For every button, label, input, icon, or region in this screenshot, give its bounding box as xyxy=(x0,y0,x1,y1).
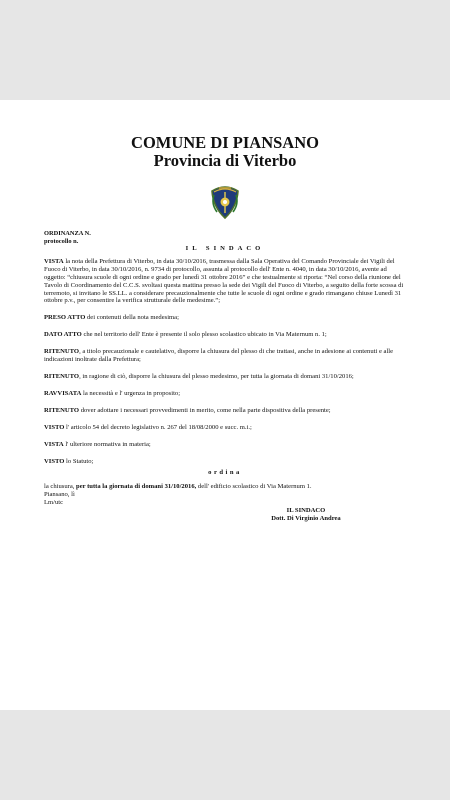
vista-2-text: l' ulteriore normativa in materia; xyxy=(63,440,151,448)
vista-2-label: VISTA xyxy=(44,440,64,448)
paragraph-visto-2 xyxy=(44,458,406,466)
preso-atto-text: dei contenuti della nota medesima; xyxy=(85,314,179,322)
ritenuto-3-label: RITENUTO xyxy=(44,406,80,414)
dato-atto-text: che nel territorio dell' Ente è presente il solo plesso scolastico ubicato in Via Maternum n. 1; xyxy=(81,331,327,339)
protocol-number: protocollo n. xyxy=(44,237,79,245)
ritenuto-2-text: , in ragione di ciò, disporre la chiusura del plesso medesimo, per tutta la giornata di domani 31/10/2016; xyxy=(79,372,354,380)
signature-block xyxy=(256,507,356,523)
ravvisata-text: la necessità e l' urgenza in proposito; xyxy=(81,389,181,397)
place-date: Piansano, lì xyxy=(44,491,75,499)
paragraph-visto-1 xyxy=(44,424,406,432)
paragraph-ritenuto-3 xyxy=(44,407,406,415)
ritenuto-1-label: RITENUTO xyxy=(44,348,80,356)
closing-order xyxy=(44,483,406,491)
document-page xyxy=(0,100,450,710)
signature-name: Dott. Di Virginio Andrea xyxy=(271,515,341,523)
visto-2-text: lo Statuto; xyxy=(64,457,94,465)
paragraph-vista xyxy=(44,258,406,305)
closing-pre-text: la chiusura, xyxy=(44,483,77,491)
preso-atto-label: PRESO ATTO xyxy=(44,314,86,322)
ritenuto-1-text: , a titolo precauzionale e cautelativo, disporre la chiusura del plesso di che trattasi, anche in adesione ai contenuti e alle indicazioni inoltrate dalla Prefettura; xyxy=(44,348,394,364)
dato-atto-label: DATO ATTO xyxy=(44,331,82,339)
ordina-heading: ordina xyxy=(208,469,242,477)
ordinance-header xyxy=(44,230,406,245)
paragraph-dato-atto xyxy=(44,331,406,339)
visto-2-label: VISTO xyxy=(44,457,65,465)
paragraph-preso-atto xyxy=(44,314,406,322)
paragraph-ritenuto-1 xyxy=(44,348,406,364)
issuer-heading: IL SINDACO xyxy=(185,245,265,252)
province-subtitle: Provincia di Viterbo xyxy=(153,151,297,170)
closing-emphasis: per tutta la giornata di domani 31/10/2016, xyxy=(76,483,197,491)
vista-label: VISTA xyxy=(44,257,64,265)
document-content xyxy=(44,134,406,523)
ritenuto-2-label: RITENUTO xyxy=(44,372,80,380)
ravvisata-label: RAVVISATA xyxy=(44,389,82,397)
closing-post-text: dell' edificio scolastico di Via Maternum 1. xyxy=(196,483,312,491)
paragraph-ritenuto-2 xyxy=(44,373,406,381)
ritenuto-3-text: dover adottare i necessari provvedimenti in merito, come nella parte dispositiva della presente; xyxy=(79,406,331,414)
paragraph-vista-2 xyxy=(44,441,406,449)
author-initials: Lm/utc xyxy=(44,499,64,507)
municipality-title: COMUNE DI PIANSANO xyxy=(131,133,319,152)
ordinance-number: ORDINANZA N. xyxy=(44,230,91,237)
visto-1-label: VISTO xyxy=(44,423,65,431)
vista-text: la nota della Prefettura di Viterbo, in data 30/10/2016, trasmessa dalla Sala Operativa del Comando Provinciale dei Vigili del Fuoco di Viterbo, in data 30/10/2016, n. 9734 di protocollo, assunta al protocollo dell' Ente n. 4040, in data 30/10/2016, avente ad oggetto: “chiusura scuole di ogni ordine e grado per lunedì 31 ottobre 2016” e che testualmente si riporta: “Nel corso della riunione del Tavolo di Coordinamento del C.C.S. svoltasi questa mattina presso la sede dei Vigili del Fuoco di Viterbo, a seguito della forte scossa di terremoto, si invitano le SS.LL. a considerare precauzionalmente che tutte le scuole di ogni ordine e grado rimangano chiuse Lunedì 31 ottobre p.v., per consentire la verifica strutturale delle medesime.”; xyxy=(44,257,404,305)
paragraph-ravvisata xyxy=(44,390,406,398)
signature-role: IL SINDACO xyxy=(286,507,326,515)
coat-of-arms-icon xyxy=(204,182,246,224)
visto-1-text: l' articolo 54 del decreto legislativo n. 267 del 18/08/2000 e succ. m.i.; xyxy=(64,423,252,431)
